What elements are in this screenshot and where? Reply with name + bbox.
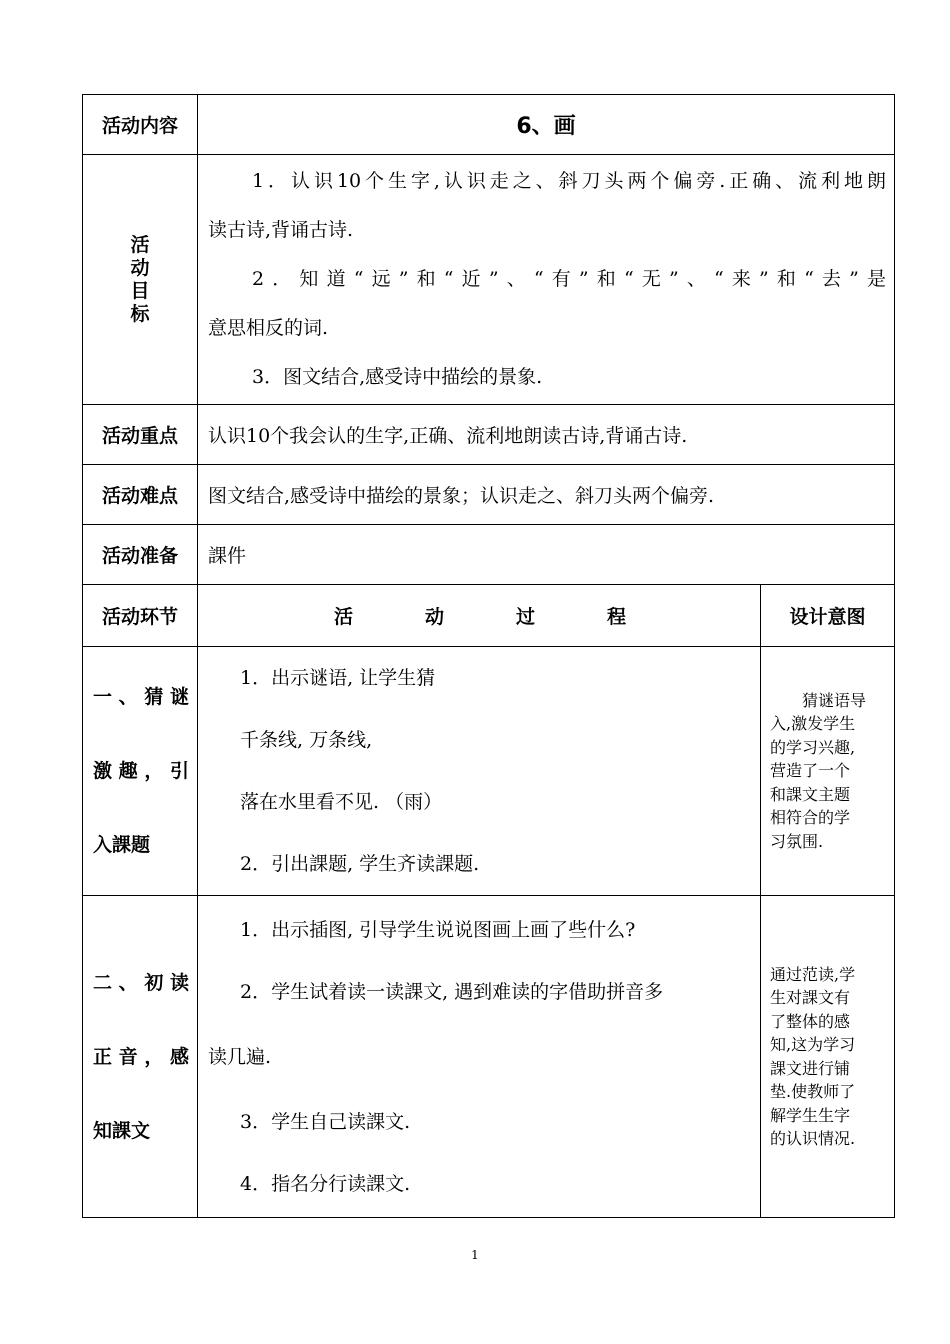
key-point-row xyxy=(83,405,895,465)
stage-intent: 猜谜语导 入,激发学生 的学习兴趣, 营造了一个 和課文主题 相符合的学 习氛围. xyxy=(761,647,895,896)
difficulty-label: 活动难点 xyxy=(83,465,198,525)
process-step: 1．出示谜语, 让学生猜 xyxy=(240,667,436,689)
preparation-label: 活动准备 xyxy=(83,525,198,585)
process-header: 活 动 过 程 xyxy=(198,585,761,647)
process-step: 2．引出課题, 学生齐读課题. xyxy=(240,853,480,875)
lesson-title: 6、画 xyxy=(198,95,895,155)
stage-intent: 通过范读,学 生对課文有 了整体的感 知,这为学习 課文进行铺 垫.使教师了 解学生生字 的认识情况. xyxy=(761,896,895,1218)
lesson-plan-table xyxy=(82,94,895,1218)
goal-item: 1．认识10个生字,认识走之、斜刀头两个偏旁.正确、流利地朗 xyxy=(252,170,886,192)
process-step: 3．学生自己读課文. xyxy=(240,1110,411,1133)
stage-process xyxy=(198,647,761,896)
goal-item: 2．知道“远”和“近”、“有”和“无”、“来”和“去”是 xyxy=(252,268,886,290)
goal-item-cont: 读古诗,背诵古诗. xyxy=(208,219,354,241)
preparation-row xyxy=(83,525,895,585)
page-number: 1 xyxy=(471,1248,479,1262)
goals-content xyxy=(198,155,895,405)
process-step: 4．指名分行读課文. xyxy=(240,1172,411,1195)
stage-process xyxy=(198,896,761,1218)
stage-header: 活动环节 xyxy=(83,585,198,647)
process-step: 1．出示插图, 引导学生说说图画上画了些什么? xyxy=(240,918,636,941)
stage-label: 一、猜谜 激趣，引 入課题 xyxy=(83,647,198,896)
goal-item: 3．图文结合,感受诗中描绘的景象. xyxy=(252,366,543,388)
title-row xyxy=(83,95,895,155)
content-label: 活动内容 xyxy=(83,95,198,155)
process-step: 落在水里看不见. （雨） xyxy=(240,791,443,813)
intent-header: 设计意图 xyxy=(761,585,895,647)
key-point-label: 活动重点 xyxy=(83,405,198,465)
difficulty-row xyxy=(83,465,895,525)
preparation-text: 課件 xyxy=(198,525,895,585)
process-step: 2．学生试着读一读課文, 遇到难读的字借助拼音多 xyxy=(240,980,664,1003)
process-step-cont: 读几遍. xyxy=(208,1045,272,1068)
stage-label: 二、初读 正音，感 知課文 xyxy=(83,896,198,1218)
goal-item-cont: 意思相反的词. xyxy=(208,317,329,339)
stage-row xyxy=(83,896,895,1218)
process-header-row xyxy=(83,585,895,647)
goals-label: 活 动 目 标 xyxy=(83,155,198,405)
difficulty-text: 图文结合,感受诗中描绘的景象；认识走之、斜刀头两个偏旁. xyxy=(198,465,895,525)
stage-row xyxy=(83,647,895,896)
process-step: 千条线, 万条线, xyxy=(240,729,373,751)
goals-row xyxy=(83,155,895,405)
key-point-text: 认识10个我会认的生字,正确、流利地朗读古诗,背诵古诗. xyxy=(198,405,895,465)
